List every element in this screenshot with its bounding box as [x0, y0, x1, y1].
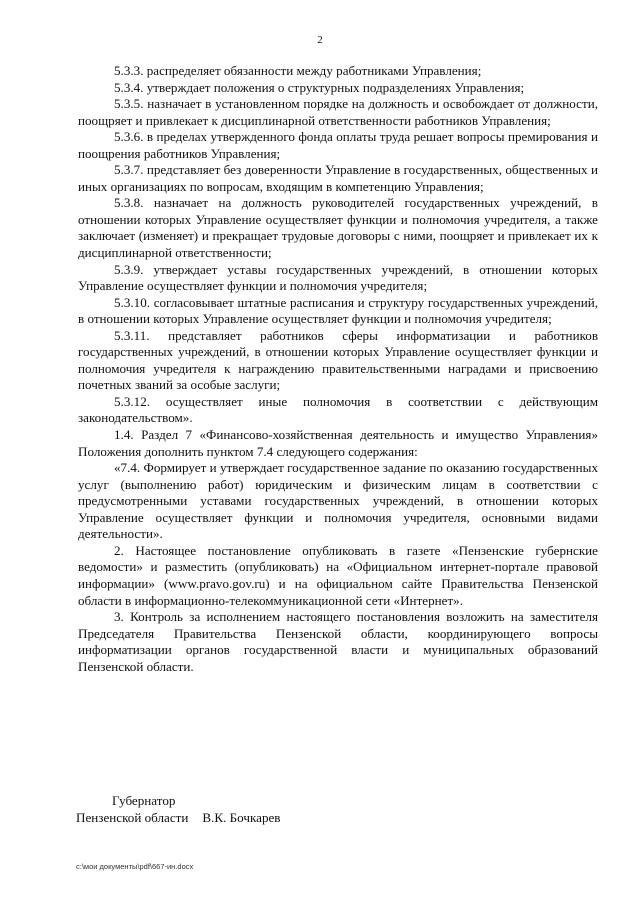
paragraph-1-4: 1.4. Раздел 7 «Финансово-хозяйственная деятельность и имущество Управления» Положения дополнить пунктом 7.4 следующего содержания: [78, 427, 598, 459]
paragraph-5-3-3: 5.3.3. распределяет обязанности между работниками Управления; [114, 63, 482, 78]
paragraph-2: 2. Настоящее постановление опубликовать в газете «Пензенские губернские ведомости» и разместить (опубликовать) на «Официальном интернет-портале правовой информации» (www.pravo.gov.ru) и на официальном сайте Правительства Пензенской области в информационно-телекоммуникационной сети «Интернет». [78, 542, 598, 608]
signature-title-line2-row [76, 809, 281, 826]
signature-title-line1: Губернатор [112, 793, 176, 808]
page-number: 2 [317, 34, 323, 46]
paragraph-3: 3. Контроль за исполнением настоящего постановления возложить на заместителя Председателя Правительства Пензенской области, координирующего вопросы информатизации органов государственной власти и муниципальных образований Пензенской области. [78, 609, 598, 674]
paragraph-5-3-12: 5.3.12. осуществляет иные полномочия в соответствии с действующим законодательством». [78, 393, 598, 426]
paragraph-5-3-10: 5.3.10. согласовывает штатные расписания и структуру государственных учреждений, в отношении которых Управление осуществляет функции и полномочия учредителя; [78, 294, 598, 327]
document-body [78, 63, 598, 675]
signature-title-line2: Пензенской области [76, 810, 189, 825]
paragraph-5-3-4: 5.3.4. утверждает положения о структурных подразделениях Управления; [114, 79, 525, 95]
paragraph-5-3-11: 5.3.11. представляет работников сферы информатизации и работников государственных учреждений, в отношении которых Управление осуществляет функции и полномочия учредителя к награждению правительственными наградами и присвоению почетных званий за особые заслуги; [78, 327, 598, 393]
signature-block [76, 792, 281, 826]
paragraph-5-3-8: 5.3.8. назначает на должность руководителей государственных учреждений, в отношении которых Управление осуществляет функции и полномочия учредителя, а также заключает (изменяет) и прекращает трудовые договоры с ними, поощряет и привлекает их к дисциплинарной ответственности; [78, 195, 598, 261]
paragraph-5-3-6: 5.3.6. в пределах утвержденного фонда оплаты труда решает вопросы премирования и поощрения работников Управления; [78, 129, 598, 161]
paragraph-7-4: «7.4. Формирует и утверждает государственное задание по оказанию государственных услуг (выполнению работ) юридическим и физическим лицам в соответствии с предусмотренными уставами государственных учреждений, в отношении которых Управление осуществляет функции и полномочия учредителя, основными видами деятельности». [78, 460, 598, 542]
paragraph-5-3-7: 5.3.7. представляет без доверенности Управление в государственных, общественных и иных организациях по вопросам, входящим в компетенцию Управления; [78, 162, 598, 194]
paragraph-5-3-9: 5.3.9. утверждает уставы государственных учреждений, в отношении которых Управление осуществляет функции и полномочия учредителя; [78, 261, 598, 294]
footer-file-path: c:\мои документы\pdf\667-ин.docx [76, 862, 194, 871]
paragraph-5-3-5: 5.3.5. назначает в установленном порядке на должность и освобождает от должности, поощряет и привлекает к дисциплинарной ответственности работников Управления; [78, 96, 598, 128]
signature-name: В.К. Бочкарев [202, 810, 281, 825]
